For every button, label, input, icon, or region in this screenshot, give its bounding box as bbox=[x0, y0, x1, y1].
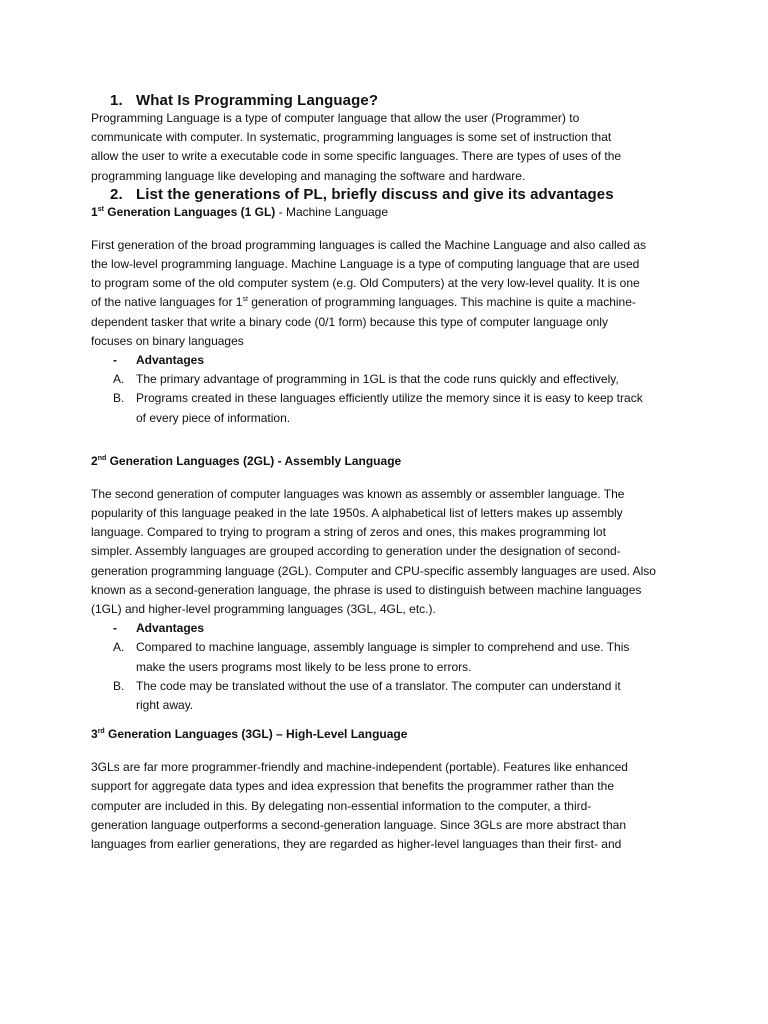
dash-marker: - bbox=[113, 353, 117, 368]
list-item-text: Programs created in these languages efficiently utilize the memory since it is easy to keep track bbox=[136, 391, 643, 406]
list-item-text: right away. bbox=[136, 698, 194, 713]
gen1-advantages-list bbox=[91, 351, 683, 428]
item-marker: A. bbox=[113, 640, 125, 655]
section-2-title: List the generations of PL, briefly discuss and give its advantages bbox=[136, 185, 614, 203]
gen1-ordinal: 1 bbox=[91, 204, 98, 219]
gen1-title-rest: - Machine Language bbox=[275, 204, 389, 219]
paragraph-line: to program some of the old computer system (e.g. Old Computers) at the very low-level quality. It is one bbox=[91, 276, 640, 291]
advantages-heading bbox=[91, 619, 683, 638]
paragraph-line: (1GL) and higher-level programming languages (3GL, 4GL, etc.). bbox=[91, 602, 436, 617]
superscript: st bbox=[242, 296, 248, 304]
paragraph-line: generation of programming languages. This machine is quite a machine- bbox=[247, 295, 636, 310]
section-1-title: What Is Programming Language? bbox=[136, 92, 379, 109]
item-marker: B. bbox=[113, 391, 125, 406]
paragraph-line: of the native languages for 1 bbox=[91, 295, 243, 310]
list-item-text: Compared to machine language, assembly language is simpler to comprehend and use. This bbox=[136, 640, 630, 655]
list-item bbox=[91, 677, 683, 715]
gen3-ordinal-suffix: rd bbox=[97, 728, 105, 736]
list-item bbox=[91, 389, 683, 427]
paragraph-line: Programming Language is a type of computer language that allow the user (Programmer) to bbox=[91, 111, 580, 125]
gen3-paragraph bbox=[91, 758, 683, 854]
advantages-heading bbox=[91, 351, 683, 370]
paragraph-line: The second generation of computer languages was known as assembly or assembler language. The bbox=[91, 486, 625, 501]
paragraph-line: computer are included in this. By delegating non-essential information to the computer, a third- bbox=[91, 798, 592, 813]
item-marker: A. bbox=[113, 372, 125, 387]
paragraph-line: 3GLs are far more programmer-friendly and machine-independent (portable). Features like enhanced bbox=[91, 760, 628, 775]
paragraph-line: support for aggregate data types and idea expression that benefits the programmer rather than the bbox=[91, 779, 614, 794]
list-item-text: make the users programs most likely to be less prone to errors. bbox=[136, 659, 472, 674]
paragraph-line: popularity of this language peaked in the late 1950s. A alphabetical list of letters makes up assembly bbox=[91, 506, 623, 521]
gen1-title bbox=[91, 203, 683, 222]
list-item-text: The code may be translated without the use of a translator. The computer can understand it bbox=[136, 678, 621, 693]
section-1-heading bbox=[91, 92, 683, 109]
paragraph-line: simpler. Assembly languages are grouped according to generation under the designation of second- bbox=[91, 544, 621, 559]
paragraph-line: generation programming language (2GL). Computer and CPU-specific assembly languages are used. Also bbox=[91, 563, 656, 578]
paragraph-line: the low-level programming language. Machine Language is a type of computing language that are used bbox=[91, 257, 640, 272]
gen1-ordinal-suffix: st bbox=[97, 205, 104, 213]
paragraph-line: communicate with computer. In systematic, programming languages is some set of instruction that bbox=[91, 130, 612, 145]
paragraph-line: language. Compared to trying to program a string of zeros and ones, this makes programming lot bbox=[91, 525, 606, 540]
paragraph-line: dependent tasker that write a binary code (0/1 form) because this type of computer language only bbox=[91, 314, 608, 329]
item-marker: B. bbox=[113, 678, 125, 693]
paragraph-line: languages from earlier generations, they are regarded as higher-level languages than their first- and bbox=[91, 837, 622, 852]
paragraph-line: allow the user to write a executable code in some specific languages. There are types of uses of the bbox=[91, 149, 622, 164]
gen2-title bbox=[91, 452, 683, 471]
list-item-text: of every piece of information. bbox=[136, 410, 291, 425]
gen2-paragraph bbox=[91, 485, 683, 619]
gen2-ordinal: 2 bbox=[91, 453, 98, 468]
gen3-title-bold: Generation Languages (3GL) – High-Level Language bbox=[104, 727, 408, 742]
document-body bbox=[91, 92, 683, 854]
section-1-number: 1. bbox=[110, 92, 123, 109]
gen2-advantages-list bbox=[91, 619, 683, 715]
gen2-ordinal-suffix: nd bbox=[97, 454, 107, 462]
gen3-ordinal: 3 bbox=[91, 727, 98, 742]
paragraph-line: generation language outperforms a second-generation language. Since 3GLs are more abstract than bbox=[91, 817, 627, 832]
section-2-number: 2. bbox=[110, 185, 123, 203]
gen1-paragraph bbox=[91, 236, 683, 351]
paragraph-line: known as a second-generation language, the phrase is used to distinguish between machine languages bbox=[91, 582, 642, 597]
paragraph-line: First generation of the broad programming languages is called the Machine Language and also called as bbox=[91, 237, 647, 252]
paragraph-line: programming language like developing and managing the software and hardware. bbox=[91, 168, 526, 183]
advantages-label: Advantages bbox=[136, 353, 205, 368]
paragraph-line: focuses on binary languages bbox=[91, 333, 244, 348]
section-2-heading bbox=[91, 186, 683, 203]
gen1-title-bold: Generation Languages (1 GL) bbox=[103, 204, 276, 219]
advantages-label: Advantages bbox=[136, 621, 205, 636]
gen3-title bbox=[91, 725, 683, 744]
list-item bbox=[91, 370, 683, 389]
dash-marker: - bbox=[113, 621, 117, 636]
list-item-text: The primary advantage of programming in 1GL is that the code runs quickly and effectively, bbox=[136, 372, 619, 387]
section-1-paragraph bbox=[91, 109, 683, 186]
list-item bbox=[91, 638, 683, 676]
gen2-title-bold: Generation Languages (2GL) - Assembly Language bbox=[106, 453, 402, 468]
